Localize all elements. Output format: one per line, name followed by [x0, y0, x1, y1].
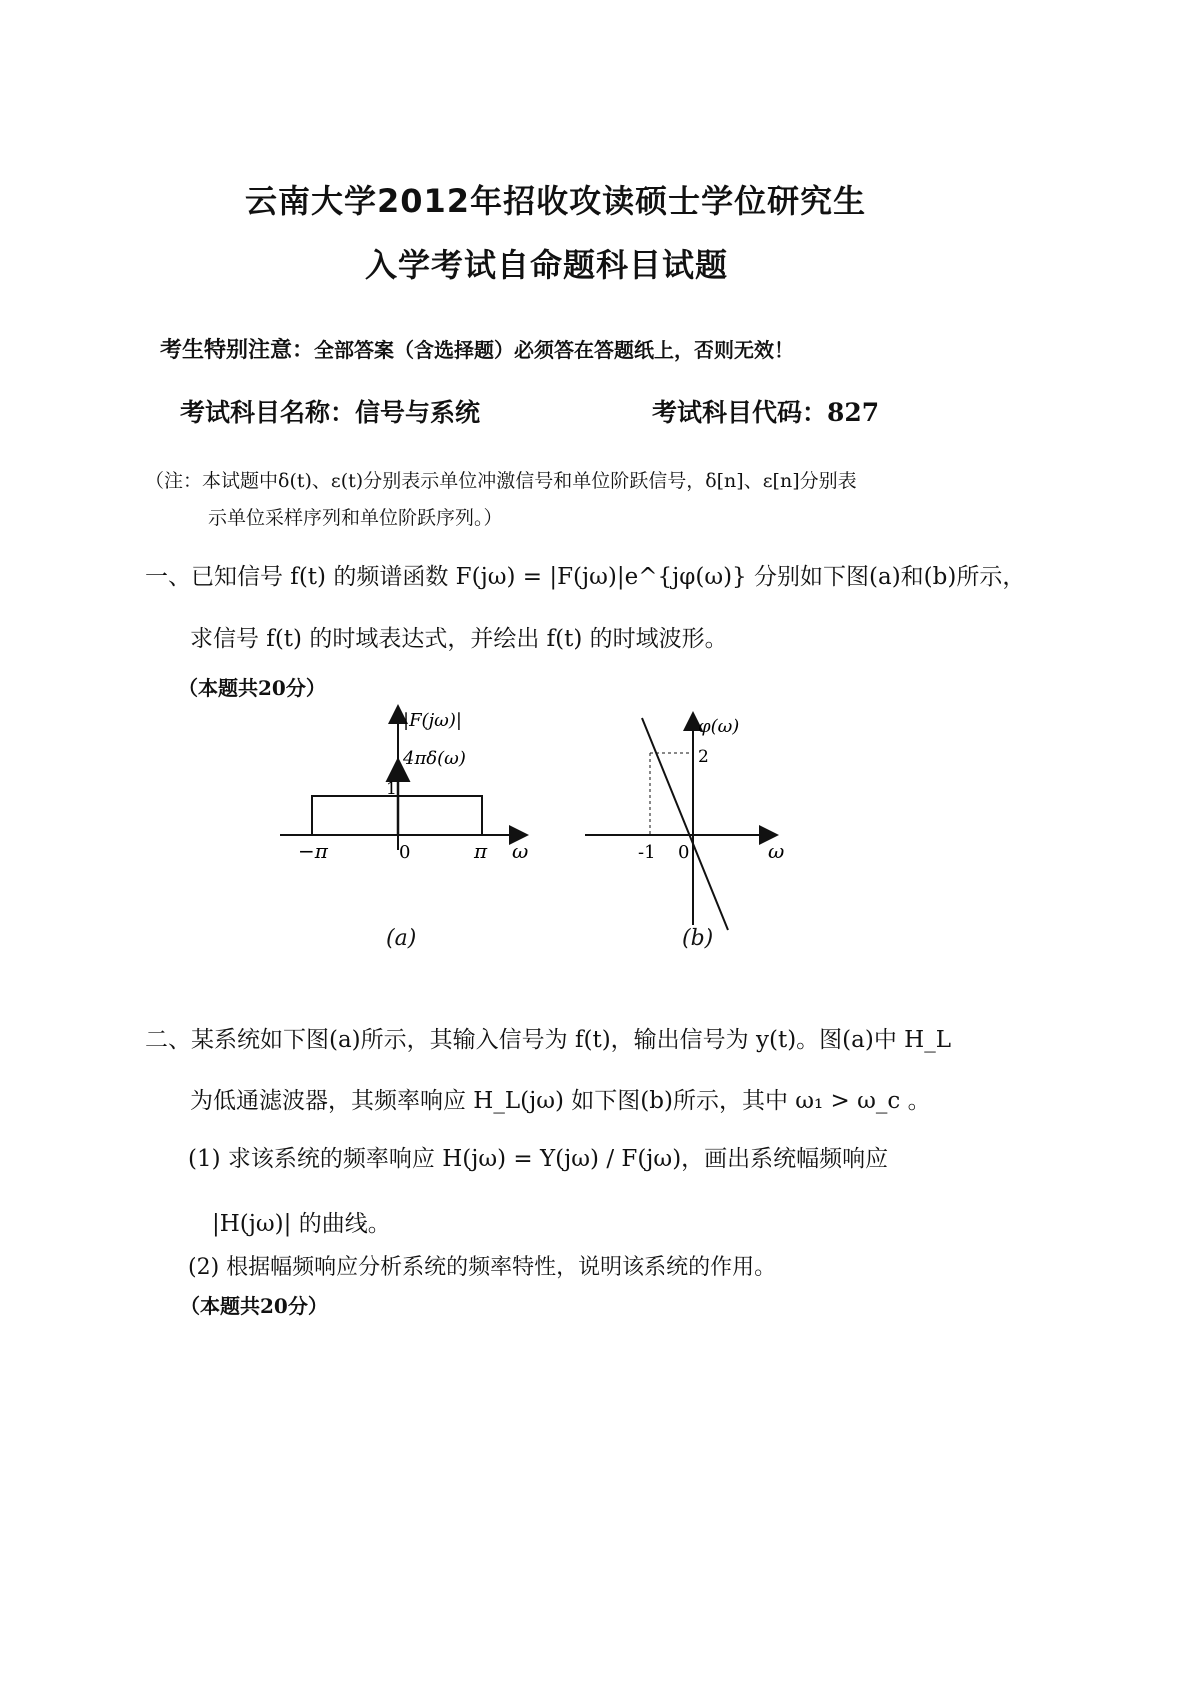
q2-line1: 二、某系统如下图(a)所示，其输入信号为 f(t)，输出信号为 y(t)。图(a)中 H_L: [145, 1027, 951, 1053]
q1-points: （本题共20分）: [178, 676, 326, 700]
q2-points: （本题共20分）: [180, 1294, 328, 1318]
fig-a-caption: (a): [386, 926, 417, 951]
page-title-line1: 云南大学2012年招收攻读硕士学位研究生: [245, 182, 867, 220]
q2-line2: 为低通滤波器，其频率响应 H_L(jω) 如下图(b)所示，其中 ω₁ > ω_c 。: [190, 1088, 931, 1114]
figure-b: [580, 700, 800, 940]
fig-b-y-mark: 2: [698, 747, 709, 767]
fig-a-pos-pi: π: [474, 839, 488, 863]
notice-label: 考生特别注意：: [160, 337, 315, 363]
subject-name-label: 考试科目名称：: [180, 398, 356, 427]
notice-text: 全部答案（含选择题）必须答在答题纸上，否则无效！: [314, 338, 795, 362]
fig-a-neg-pi: −π: [298, 839, 328, 863]
subject-code-label: 考试科目代码：: [652, 398, 828, 427]
fig-a-level-label: 1: [386, 779, 397, 799]
notice: [160, 333, 794, 364]
subject-name-value: 信号与系统: [355, 398, 481, 427]
fig-a-x-label: ω: [512, 839, 529, 863]
q2-part1-line1: (1) 求该系统的频率响应 H(jω) = Y(jω) / F(jω)，画出系统幅频响应: [188, 1146, 889, 1172]
subject-code-value: 827: [827, 398, 880, 427]
fig-a-impulse-label: 4πδ(ω): [403, 748, 466, 769]
fig-b-x-label: ω: [768, 839, 785, 863]
subject-code: [652, 393, 879, 429]
page-title-line2: 入学考试自命题科目试题: [365, 246, 729, 284]
fig-b-x-mark: -1: [638, 842, 656, 863]
q2-part2: (2) 根据幅频响应分析系统的频率特性，说明该系统的作用。: [188, 1255, 777, 1280]
figure-a: [260, 700, 560, 870]
subject-name: [180, 393, 480, 429]
q1-line2: 求信号 f(t) 的时域表达式，并绘出 f(t) 的时域波形。: [190, 626, 728, 652]
annotation-line1: （注：本试题中δ(t)、ε(t)分别表示单位冲激信号和单位阶跃信号，δ[n]、ε[n]分别表: [145, 470, 857, 492]
fig-b-caption: (b): [682, 926, 714, 951]
q1-line1: 一、已知信号 f(t) 的频谱函数 F(jω) = |F(jω)|e^{jφ(ω)} 分别如下图(a)和(b)所示，: [145, 564, 1026, 590]
fig-b-y-label: φ(ω): [698, 716, 740, 737]
fig-b-zero: 0: [678, 842, 690, 863]
q2-part1-line2: |H(jω)| 的曲线。: [212, 1211, 391, 1237]
fig-a-y-label: |F(jω)|: [403, 710, 462, 731]
fig-b-phase-line: [642, 718, 728, 930]
fig-a-zero: 0: [399, 842, 411, 863]
annotation-line2: 示单位采样序列和单位阶跃序列。）: [208, 507, 503, 529]
